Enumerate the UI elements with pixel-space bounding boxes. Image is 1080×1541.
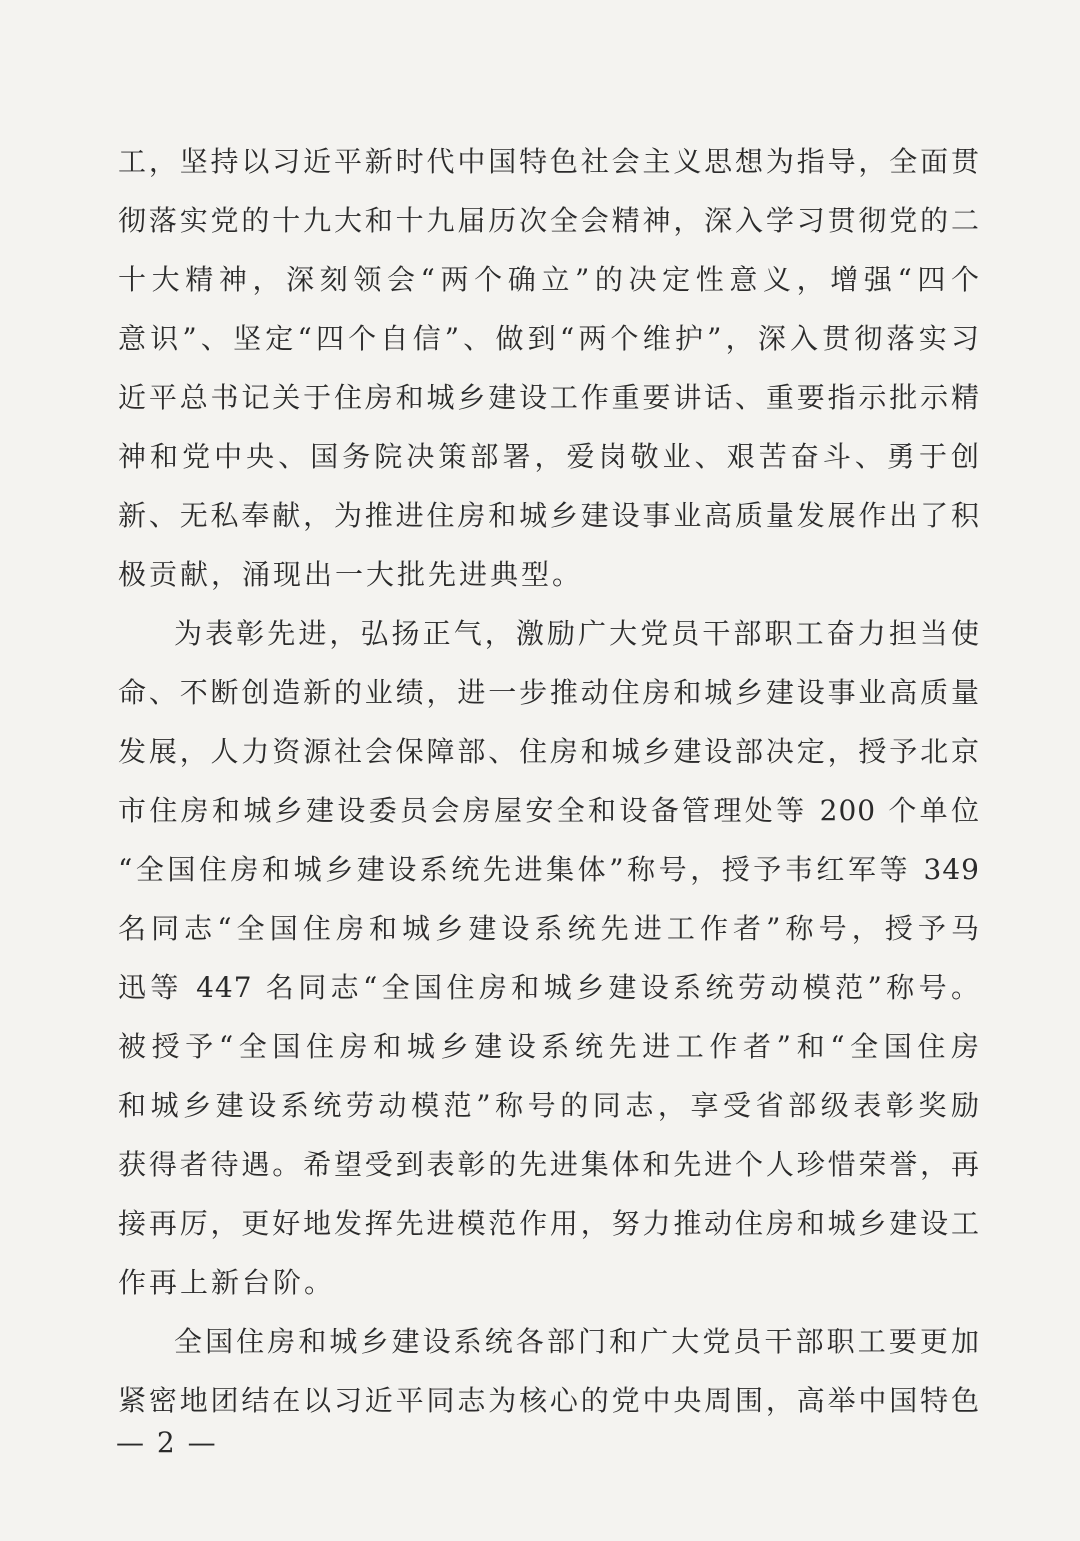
text-line: “全国住房和城乡建设系统先进集体”称号，授予韦红军等 349: [118, 853, 980, 886]
text-line: 神和党中央、国务院决策部署，爱岗敬业、艰苦奋斗、勇于创: [118, 440, 980, 473]
text-line: 接再厉，更好地发挥先进模范作用，努力推动住房和城乡建设工: [118, 1207, 980, 1240]
text-line: 工，坚持以习近平新时代中国特色社会主义思想为指导，全面贯: [118, 145, 980, 178]
text-line: 被授予“全国住房和城乡建设系统先进工作者”和“全国住房: [118, 1030, 980, 1063]
text-line: 彻落实党的十九大和十九届历次全会精神，深入学习贯彻党的二: [118, 204, 980, 237]
text-line: 十大精神，深刻领会“两个确立”的决定性意义，增强“四个: [118, 263, 980, 296]
text-line: 迅等 447 名同志“全国住房和城乡建设系统劳动模范”称号。: [118, 971, 980, 1004]
text-line: 市住房和城乡建设委员会房屋安全和设备管理处等 200 个单位: [118, 794, 980, 827]
text-line: 紧密地团结在以习近平同志为核心的党中央周围，高举中国特色: [118, 1384, 980, 1417]
paragraph-start-line: 为表彰先进，弘扬正气，激励广大党员干部职工奋力担当使: [174, 617, 980, 650]
body-text: [118, 132, 980, 1430]
text-line: 极贡献，涌现出一大批先进典型。: [118, 558, 584, 591]
text-line: 名同志“全国住房和城乡建设系统先进工作者”称号，授予马: [118, 912, 980, 945]
text-line: 作再上新台阶。: [118, 1266, 336, 1299]
text-line: 获得者待遇。希望受到表彰的先进集体和先进个人珍惜荣誉，再: [118, 1148, 980, 1181]
text-line: 命、不断创造新的业绩，进一步推动住房和城乡建设事业高质量: [118, 676, 980, 709]
text-line: 发展，人力资源社会保障部、住房和城乡建设部决定，授予北京: [118, 735, 980, 768]
text-line: 意识”、坚定“四个自信”、做到“两个维护”，深入贯彻落实习: [118, 322, 980, 355]
text-line: 和城乡建设系统劳动模范”称号的同志，享受省部级表彰奖励: [118, 1089, 980, 1122]
paragraph-start-line: 全国住房和城乡建设系统各部门和广大党员干部职工要更加: [174, 1325, 980, 1358]
text-line: 近平总书记关于住房和城乡建设工作重要讲话、重要指示批示精: [118, 381, 980, 414]
page-number: — 2 —: [116, 1426, 218, 1459]
text-line: 新、无私奉献，为推进住房和城乡建设事业高质量发展作出了积: [118, 499, 980, 532]
